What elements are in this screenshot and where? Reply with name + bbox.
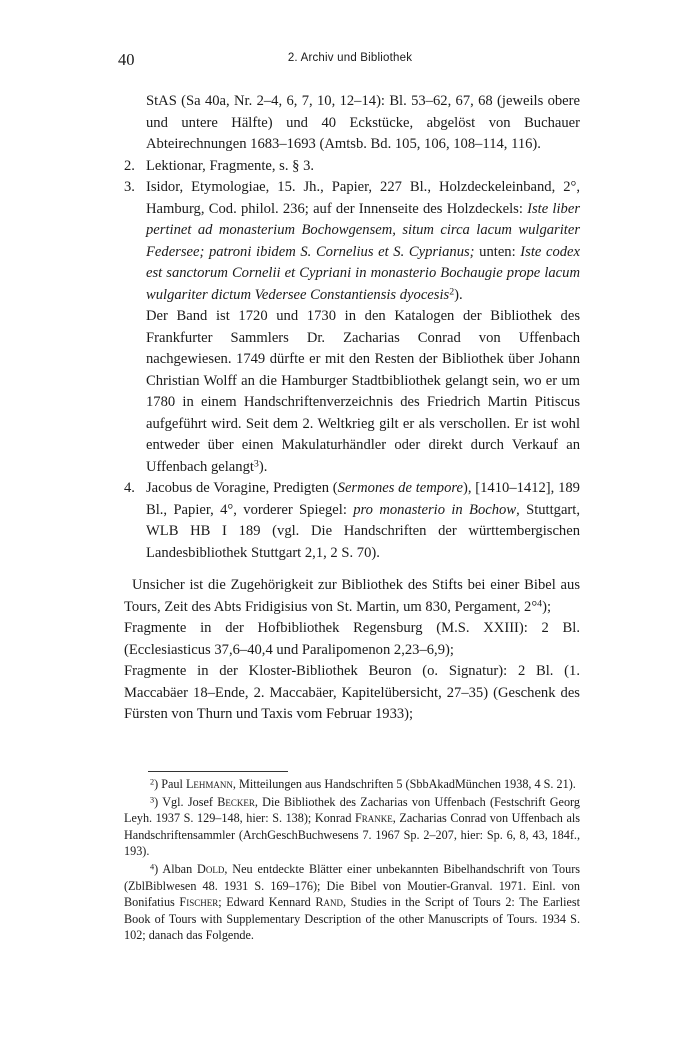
text-run: Jacobus de Voragine, Predigten ( [146, 480, 338, 496]
list-item-paragraph [146, 306, 580, 478]
text-run: ) Paul [154, 777, 186, 791]
list-number: 2. [124, 157, 135, 174]
author-name: Becker [217, 794, 255, 809]
text-run: , Zacharias Conrad von Uffenbach als Handschriftensammler (ArchGeschBuchwesens 7. 1967 Sp. 2–207, hier: Sp. 6, 8, 43, 184f., 193). [124, 811, 580, 859]
list-item-4 [124, 478, 580, 564]
author-name: Lehmann [185, 777, 233, 791]
continuation-paragraph: StAS (Sa 40a, Nr. 2–4, 6, 7, 10, 12–14): Bl. 53–62, 67, 68 (jeweils obere und untere Hälfte) und 40 Eckstücke, abgelöst von Buchauer Abteirechnungen 1683–1693 (Amtsb. Bd. 105, 106, 108–114, 116). [146, 93, 580, 152]
text-run: Der Band ist 1720 und 1730 in den Katalogen der Bibliothek des Frankfurter Sammlers Dr. Zacharias Conrad von Uffenbach nachgewiesen. 1749 dürfte er mit den Resten der Bibliothek über Johann Christian Wolff an die Hamburger Stadtbibliothek gelangt sein, wo er um 1780 in einem Handschriftenverzeichnis des Friedrich Martin Pitiscus aufgeführt wird. Seit dem 2. Weltkrieg gilt er als verschollen. Er ist wohl entweder über einen Makulaturhändler oder direkt durch Verkauf an Uffenbach gelangt [146, 308, 580, 475]
inscription-text: pro monasterio in Bochow [353, 501, 517, 518]
paragraph-tours-bible [124, 575, 580, 618]
footnote-marker: 4 [150, 862, 155, 872]
text-run: ) Vgl. Josef [154, 794, 218, 809]
author-name: Fischer [179, 895, 219, 910]
author-name: Dold [197, 861, 225, 876]
author-name: Rand [315, 895, 343, 910]
footnote-2 [124, 776, 580, 793]
footnotes [124, 776, 580, 945]
inscription-text: Iste codex est sanctorum Cornelii et Cypriani in monasterio Bochaugie prope lacum wulgariter dictum Vedersee Constantiensis dyocesis [146, 243, 581, 303]
footnote-marker: 2 [150, 777, 155, 787]
text-run: ) Alban [154, 861, 198, 876]
footnote-ref[interactable]: 3 [253, 458, 259, 470]
list-number: 4. [124, 480, 135, 496]
text-run: unten: [474, 243, 521, 260]
list-item-2 [124, 156, 580, 178]
text-run: ), [1410–1412], 189 Bl., Papier, 4°, vorderer Spiegel: [146, 480, 580, 518]
text-run: , Neu entdeckte Blätter einer unbekannten Bibelhandschrift von Tours (ZblBiblwesen 48. 1931 S. 169–176); Die Bibel von Moutier-Granval. 1971. Einl. von Bonifatius [124, 861, 580, 910]
list-item-text [146, 177, 580, 306]
footnote-3 [124, 794, 580, 860]
text-run: , Mitteilungen aus Handschriften 5 (SbbAkadMünchen 1938, 4 S. 21). [232, 777, 576, 791]
page-header [118, 50, 582, 70]
list-number: 3. [124, 179, 135, 195]
text-run: , Stuttgart, WLB HB I 189 (vgl. Die Handschriften der württembergischen Landesbibliothek Stuttgart 2,1, 2 S. 70). [146, 501, 580, 561]
footnote-divider [148, 771, 288, 772]
footnote-4 [124, 861, 580, 944]
list-item-text: Lektionar, Fragmente, s. § 3. [146, 157, 315, 174]
paragraph-beuron: Fragmente in der Kloster-Bibliothek Beuron (o. Signatur): 2 Bl. (1. Maccabäer 18–Ende, 2. Maccabäer, Kapitelübersicht, 27–35) (Geschenk des Fürsten von Thurn und Taxis vom Februar 1933); [124, 663, 580, 722]
text-run: ). [258, 458, 268, 475]
main-text [124, 91, 580, 726]
paragraph-regensburg: Fragmente in der Hofbibliothek Regensburg (M.S. XXIII): 2 Bl. (Ecclesiasticus 37,6–40,4 und Paralipomenon 2,23–6,9); [124, 620, 580, 658]
footnote-ref[interactable]: 4 [537, 598, 543, 610]
inscription-text: Iste liber pertinet ad monasterium Bochowgensem, situm circa lacum wulgariter Federsee; patroni ibidem S. Cornelius et S. Cyprianus; [146, 200, 580, 260]
footnote-marker: 3 [150, 794, 155, 804]
text-run: ; Edward Kennard [218, 895, 316, 910]
text-run: , Studies in the Script of Tours 2: The Earliest Book of Tours with Supplementary Description of the other Manuscripts of Tours. 1934 S. 102; danach das Folgende. [124, 895, 581, 943]
running-head: 2. Archiv und Bibliothek [287, 52, 413, 64]
text-run: ); [542, 598, 552, 615]
title-italic: Sermones de tempore [337, 480, 463, 496]
text-run: Unsicher ist die Zugehörigkeit zur Bibliothek des Stifts bei einer Bibel aus Tours, Zeit des Abts Fridigisius von St. Martin, um 830, Pergament, 2° [124, 577, 580, 615]
author-name: Franke [355, 811, 393, 826]
text-run: Isidor, Etymologiae, 15. Jh., Papier, 227 Bl., Holzdeckeleinband, 2°, Hamburg, Cod. philol. 236; auf der Innenseite des Holzdeckels: [146, 179, 580, 217]
list-item-3 [124, 177, 580, 478]
list-item-text [146, 478, 580, 564]
text-run: , Die Bibliothek des Zacharias von Uffenbach (Festschrift Georg Leyh. 1937 S. 129–148, hier: S. 138); Konrad [124, 794, 580, 826]
footnote-ref[interactable]: 2 [449, 286, 455, 298]
page-number: 40 [118, 50, 135, 69]
text-run: ). [454, 286, 463, 303]
